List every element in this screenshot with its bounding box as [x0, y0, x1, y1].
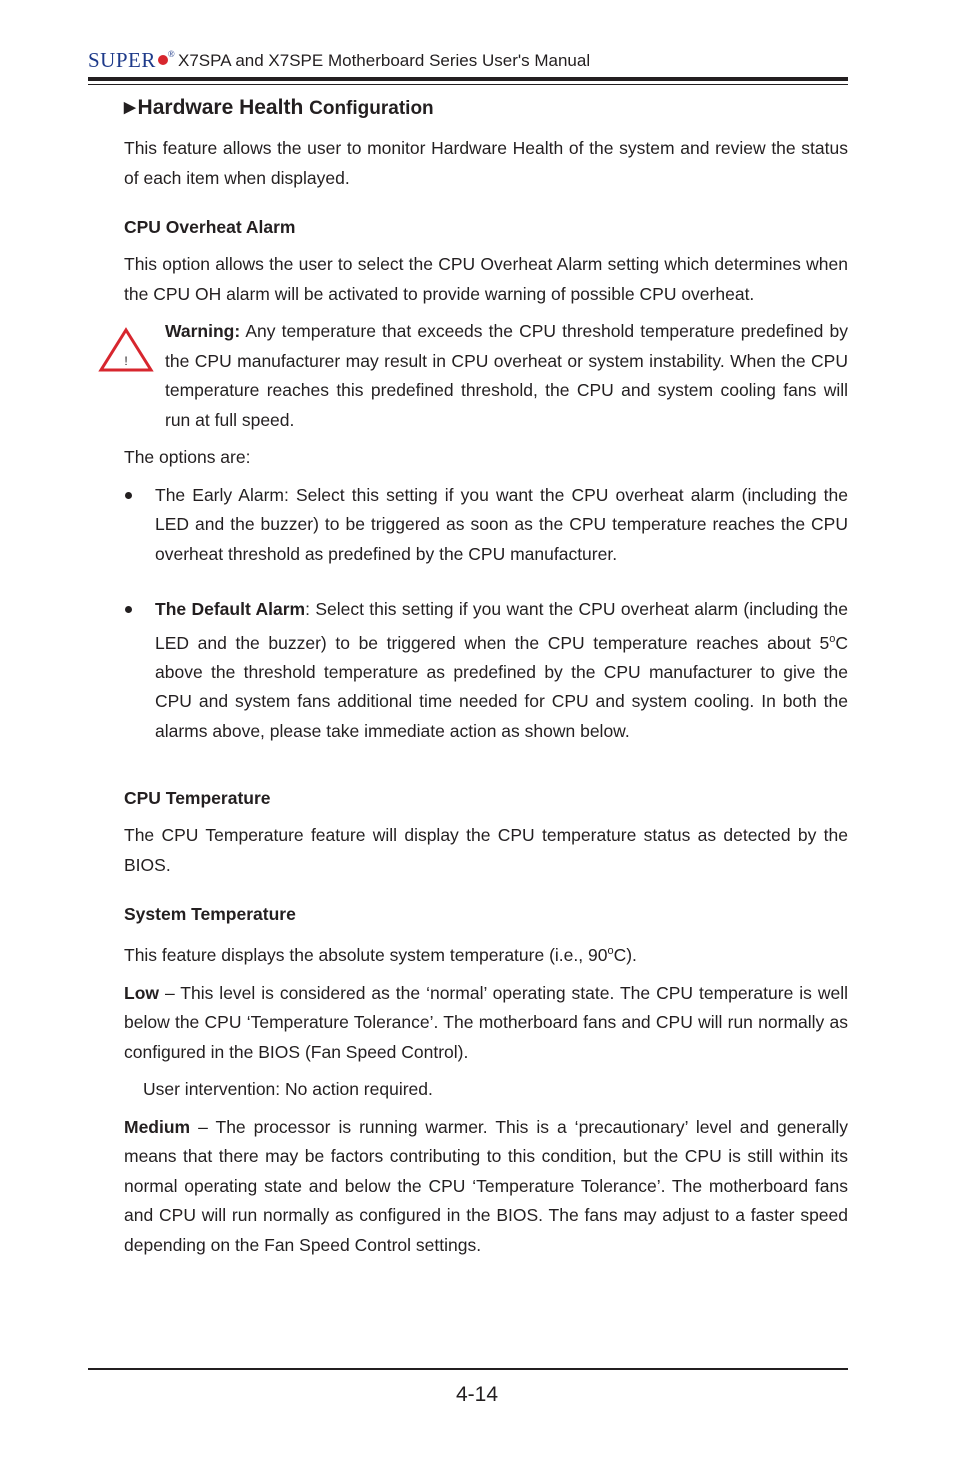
header-rule-thin: [88, 84, 848, 85]
page-number: 4-14: [455, 1383, 499, 1406]
page-content: [124, 96, 848, 1260]
logo-dot-icon: [158, 55, 168, 65]
warning-note: [124, 317, 848, 435]
page-header: [88, 44, 848, 76]
svg-text:!: !: [124, 354, 128, 368]
cpu-temperature-text: The CPU Temperature feature will display the CPU temperature status as detected by the BIOS.: [124, 825, 848, 875]
system-temperature-heading: System Temperature: [124, 904, 296, 925]
low-level-text: Low – This level is considered as the ‘normal’ operating state. The CPU temperature is well below the CPU ‘Temperature Tolerance’. The motherboard fans and CPU will run normally as configured in the BIOS (Fan Speed Control).: [124, 982, 848, 1062]
list-item-default-alarm: The Default Alarm: Select this setting if you want the CPU overheat alarm (including the LED and the buzzer) to be triggered when the CPU temperature reaches about 5$^o$C above the threshold temperature as predefined by the CPU manufacturer to give the CPU and system fans additional time needed for CPU and system cooling. In both the alarms above, please take immediate action as shown below.: [124, 595, 848, 746]
warning-text: Any temperature that exceeds the CPU threshold temperature predefined by the CPU manufacturer may result in CPU overheat or system instability. When the CPU temperature reaches this predefined threshold, the CPU and system cooling fans will run at full speed.: [165, 321, 848, 430]
options-intro: The options are:: [124, 447, 251, 467]
header-rule: [88, 77, 848, 81]
brand-logo: SUPER ®: [88, 48, 176, 72]
bullet-icon: [125, 606, 132, 613]
manual-title: X7SPA and X7SPE Motherboard Series User's Manual: [178, 51, 591, 70]
default-alarm-label: The Default Alarm: [155, 599, 306, 619]
user-intervention-text: User intervention: No action required.: [143, 1079, 433, 1100]
triangle-bullet-icon: ▶: [124, 99, 136, 116]
section-intro: This feature allows the user to monitor Hardware Health of the system and review the status of each item when displayed.: [124, 138, 848, 188]
cpu-overheat-alarm-heading: CPU Overheat Alarm: [124, 217, 296, 237]
system-temperature-text: This feature displays the absolute system temperature (i.e., 90$^o$C).: [124, 945, 637, 966]
medium-level-text: Medium – The processor is running warmer. This is a ‘precautionary’ level and generally means that there may be factors contributing to this condition, but the CPU is still within its normal operating state and below the CPU ‘Temperature Tolerance’. The motherboard fans and CPU will run normally as configured in the BIOS. The fans may adjust to a faster speed depending on the Fan Speed Control settings.: [124, 1116, 848, 1255]
warning-label: Warning:: [165, 321, 241, 341]
medium-label: Medium: [124, 1116, 191, 1137]
low-label: Low: [124, 982, 159, 1003]
cpu-overheat-alarm-text: This option allows the user to select the CPU Overheat Alarm setting which determines when the CPU OH alarm will be activated to provide warning of possible CPU overheat.: [124, 254, 848, 304]
list-item-early-alarm: [124, 481, 848, 570]
section-title: ▶Hardware Health Configuration: [124, 96, 434, 119]
early-alarm-text: The Early Alarm: Select this setting if you want the CPU overheat alarm (including the LED and the buzzer) to be triggered as soon as the CPU temperature reaches the CPU overheat threshold as predefined by the CPU manufacturer.: [155, 484, 848, 564]
cpu-temperature-heading: CPU Temperature: [124, 788, 271, 809]
footer-rule: [88, 1368, 848, 1370]
warning-triangle-icon: [98, 327, 154, 373]
bullet-icon: [125, 492, 132, 499]
